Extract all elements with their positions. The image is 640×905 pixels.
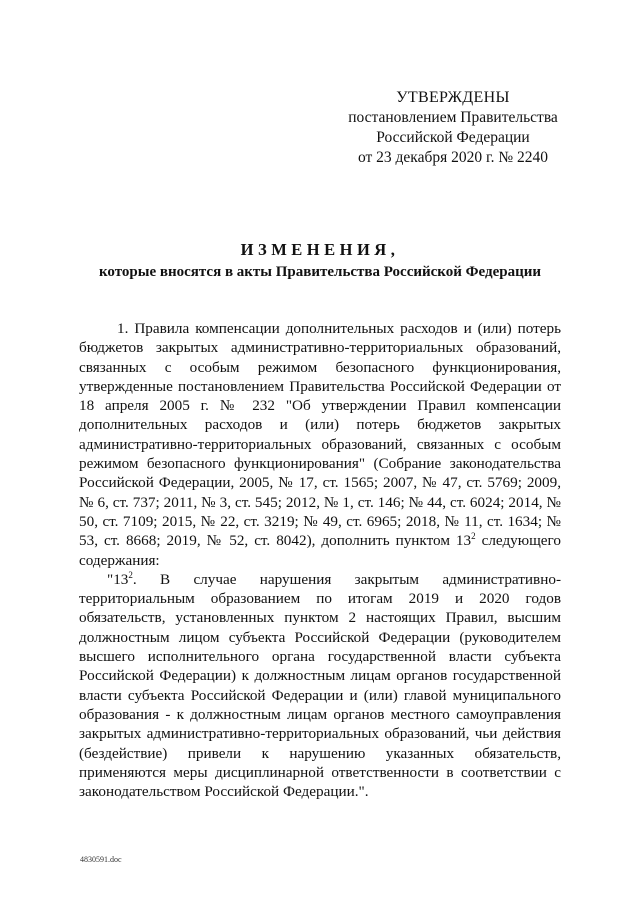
approval-line-3: от 23 декабря 2020 г. № 2240 [357,149,549,166]
approval-line-2: Российской Федерации [376,129,530,146]
paragraph-2-text: . В случае нарушения закрытым административно-территориальным образованием по итогам 2019 и 2020 годов обязательств, установленных пунктом 2 настоящих Правил, высшим должностным лицом субъекта Российской Федерации (руководителем высшего исполнительного органа государственной власти субъекта Российской Федерации) к должностным лицам органов государственной власти субъекта Российской Федерации и (или) главой муниципального образования - к должностным лицам органов местного самоуправления закрытых административно-территориальных образований, чьи действия (бездействие) привели к нарушению указанных обязательств, применяются меры дисциплинарной ответственности в соответствии с законодательством Российской Федерации.". [79,570,561,801]
approval-line-1: постановлением Правительства [348,109,558,126]
document-title: ИЗМЕНЕНИЯ, [240,240,400,259]
paragraph-1-tail: следующего содержания: [79,532,561,569]
approval-heading: УТВЕРЖДЕНЫ [396,89,510,106]
paragraph-2-lead: "13 [107,570,129,588]
approval-block [330,88,576,168]
paragraph-2-superscript: 2 [128,569,133,580]
paragraph-1-text: 1. Правила компенсации дополнительных расходов и (или) потерь бюджетов закрытых административно-территориальных образований, связанных с особым режимом безопасного функционирования, утвержденные постановлением Правительства Российской Федерации от 18 апреля 2005 г. № 232 "Об утверждении Правил компенсации дополнительных расходов и (или) потерь бюджетов закрытых административно-территориальных образований, связанных с особым режимом безопасного функционирования" (Собрание законодательства Российской Федерации, 2005, № 17, ст. 1565; 2007, № 47, ст. 5769; 2009, № 6, ст. 737; 2011, № 3, ст. 545; 2012, № 1, ст. 146; № 44, ст. 6024; 2014, № 50, ст. 7109; 2015, № 22, ст. 3219; № 49, ст. 6965; 2018, № 11, ст. 1634; № 53, ст. 8668; 2019, № 52, ст. 8042), дополнить пунктом 13 [79,320,561,550]
paragraph-2 [79,570,561,802]
file-reference: 4830591.doc [80,855,122,864]
document-body [79,319,561,801]
paragraph-1 [79,319,561,570]
paragraph-1-superscript: 2 [471,531,476,542]
document-subtitle: которые вносятся в акты Правительства Российской Федерации [98,264,542,280]
